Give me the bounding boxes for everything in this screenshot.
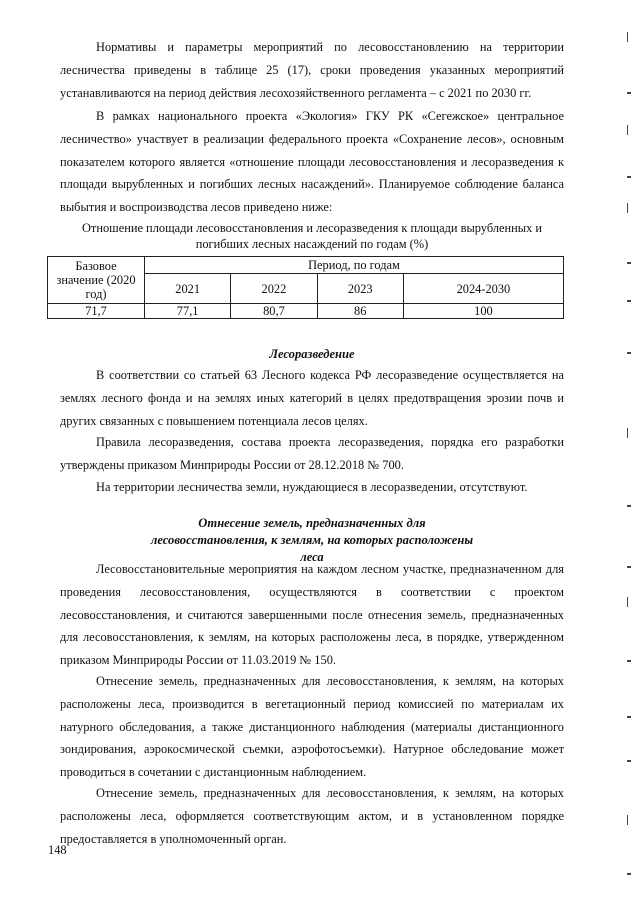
edge-mark bbox=[627, 125, 628, 135]
table-caption: Отношение площади лесовосстановления и лесоразведения к площади вырубленных и погибших лесных насаждений по годам (%) bbox=[81, 221, 543, 251]
page-number: 148 bbox=[48, 843, 67, 857]
year-header-2024-2030: 2024-2030 bbox=[403, 274, 563, 304]
edge-mark bbox=[627, 32, 628, 42]
paragraph-no-lands: На территории лесничества земли, нуждающиеся в лесоразведении, отсутствуют. bbox=[96, 480, 528, 494]
edge-mark bbox=[627, 815, 628, 825]
year-header-2023: 2023 bbox=[317, 274, 403, 304]
edge-mark bbox=[627, 352, 631, 354]
period-header: Период, по годам bbox=[145, 257, 564, 274]
edge-mark bbox=[627, 505, 631, 507]
edge-mark bbox=[627, 300, 631, 302]
base-value-header: Базовое значение (2020 год) bbox=[48, 257, 145, 304]
edge-mark bbox=[627, 203, 628, 213]
year-header-2022: 2022 bbox=[231, 274, 317, 304]
edge-mark bbox=[627, 262, 631, 264]
edge-mark bbox=[627, 760, 631, 762]
value-2021: 77,1 bbox=[145, 304, 231, 319]
paragraph-commission: Отнесение земель, предназначенных для лесовосстановления, к землям, на которых расположены леса, производится в вегетационный период комиссией по материалам их натурного обследования, а также дистанционного наблюдения (материалы дистанционного зондирования, аэрокосмической съемки, аэрофотосъемки). Натурное обследование может проводиться в сочетании с дистанционным наблюдением. bbox=[60, 674, 564, 780]
paragraph-rules: Правила лесоразведения, состава проекта лесоразведения, порядка его разработки утверждены приказом Минприроды России от 28.12.2018 № 700. bbox=[60, 435, 564, 472]
paragraph-forest-code: В соответствии со статьей 63 Лесного кодекса РФ лесоразведение осуществляется на землях лесного фонда и на землях иных категорий в целях предотвращения эрозии почв и других связанных с повышением потенциала лесов целях. bbox=[60, 368, 564, 428]
value-2023: 86 bbox=[317, 304, 403, 319]
edge-mark bbox=[627, 428, 628, 438]
value-2022: 80,7 bbox=[231, 304, 317, 319]
edge-mark bbox=[627, 92, 631, 94]
heading-land-assignment: Отнесение земель, предназначенных для лесовосстановления, к землям, на которых расположены леса bbox=[150, 516, 474, 564]
year-header-2021: 2021 bbox=[145, 274, 231, 304]
base-value-cell: 71,7 bbox=[48, 304, 145, 319]
paragraph-normatives: Нормативы и параметры мероприятий по лесовосстановлению на территории лесничества приведены в таблице 25 (17), сроки проведения указанных мероприятий устанавливаются на период действия лесохозяйственного регламента – с 2021 по 2030 гг. bbox=[60, 40, 564, 100]
edge-mark bbox=[627, 716, 631, 718]
binding-edge-marks bbox=[610, 0, 640, 905]
reforestation-ratio-table bbox=[47, 256, 564, 319]
edge-mark bbox=[627, 873, 631, 875]
paragraph-ecology-project: В рамках национального проекта «Экология» ГКУ РК «Сегежское» центральное лесничество» участвует в реализации федерального проекта «Сохранение лесов», основным показателем которого является «отношение площади лесовосстановления и лесоразведения к площади вырубленных и погибших лесных насаждений». Планируемое соблюдение баланса выбытия и воспроизводства лесов приведено ниже: bbox=[60, 109, 564, 215]
value-2024-2030: 100 bbox=[403, 304, 563, 319]
paragraph-act: Отнесение земель, предназначенных для лесовосстановления, к землям, на которых расположены леса, оформляется соответствующим актом, и в установленном порядке предоставляется в уполномоченный орган. bbox=[60, 786, 564, 846]
heading-afforestation: Лесоразведение bbox=[269, 347, 355, 361]
edge-mark bbox=[627, 597, 628, 607]
edge-mark bbox=[627, 566, 631, 568]
edge-mark bbox=[627, 660, 631, 662]
paragraph-measures: Лесовосстановительные мероприятия на каждом лесном участке, предназначенном для проведения лесовосстановления, осуществляются в соответствии с проектом лесовосстановления, и считаются завершенными после отнесения земель, предназначенных для лесовосстановления, к землям, на которых расположены леса, в порядке, утвержденном приказом Минприроды России от 11.03.2019 № 150. bbox=[60, 562, 564, 668]
edge-mark bbox=[627, 176, 631, 178]
